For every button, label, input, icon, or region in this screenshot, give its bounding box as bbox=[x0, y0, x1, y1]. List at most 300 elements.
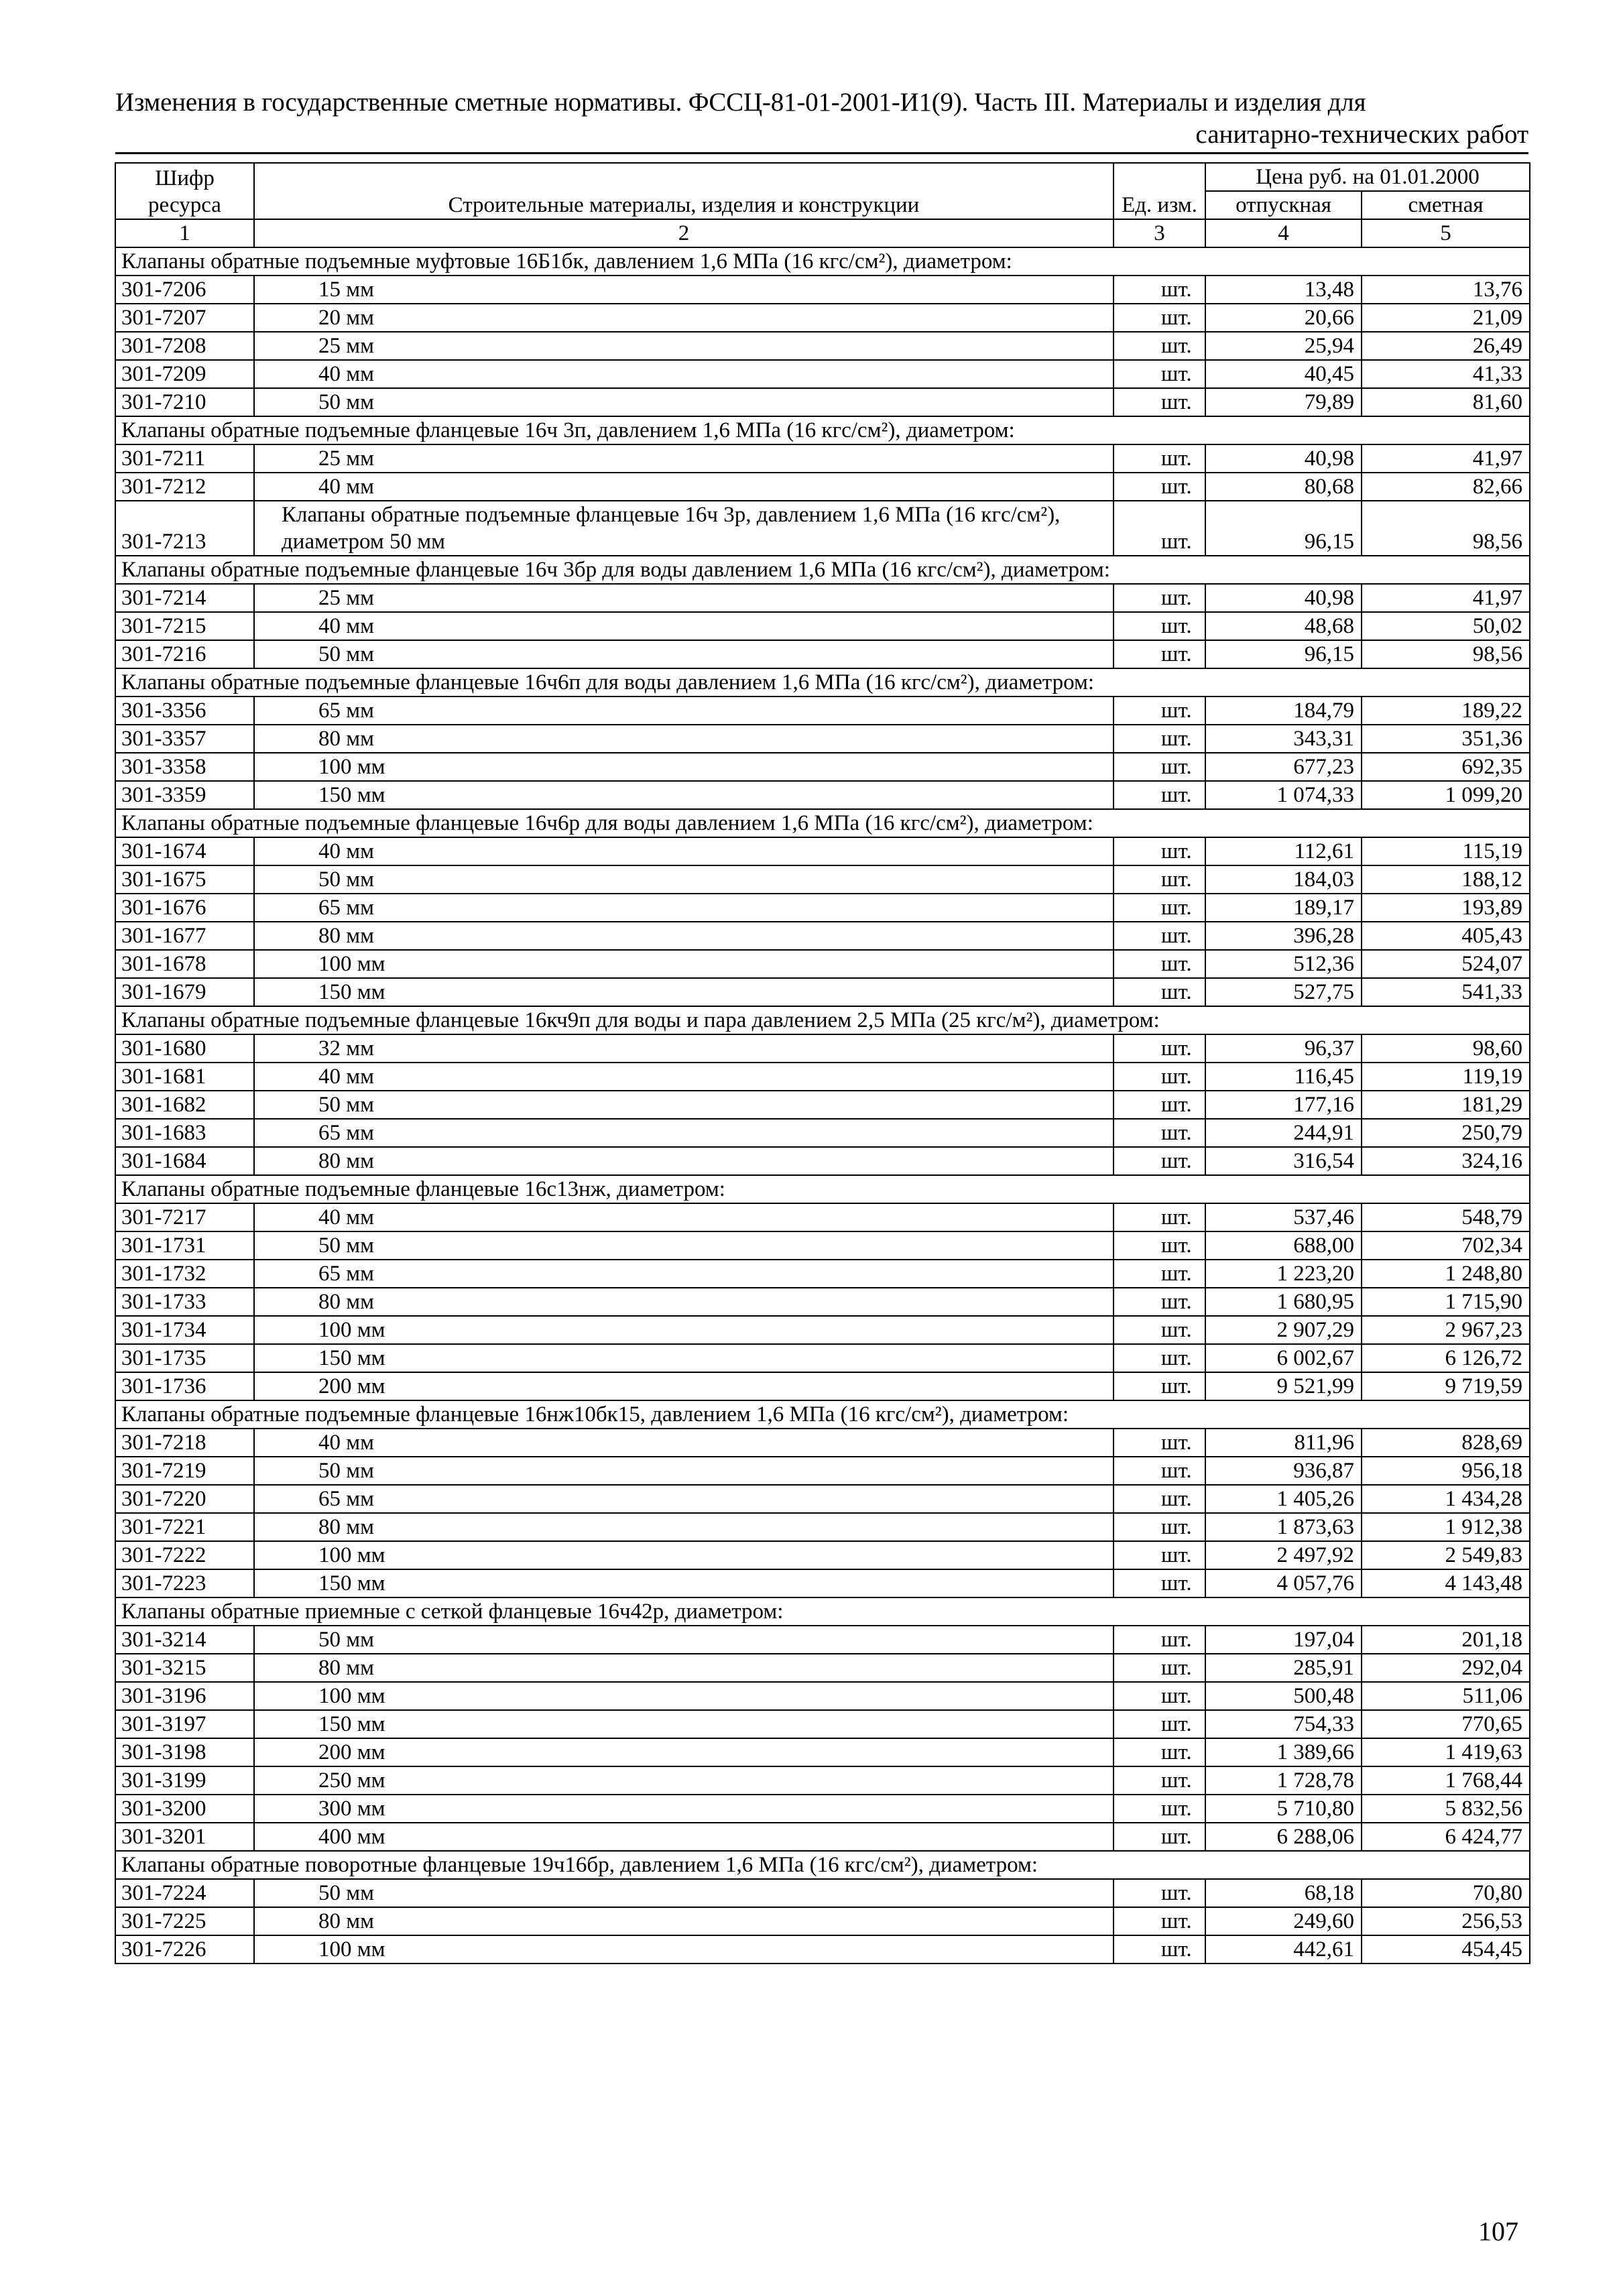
resource-code: 301-7208 bbox=[115, 332, 254, 360]
item-name: 50 мм bbox=[254, 1626, 1114, 1654]
header-title-line1: Изменения в государственные сметные нормативы. ФССЦ-81-01-2001-И1(9). Часть III. Материалы и изделия для bbox=[115, 88, 1366, 117]
unit-of-measure: шт. bbox=[1114, 1541, 1205, 1569]
unit-of-measure: шт. bbox=[1114, 1710, 1205, 1738]
resource-code: 301-3197 bbox=[115, 1710, 254, 1738]
item-name: 40 мм bbox=[254, 360, 1114, 388]
estimate-price: 193,89 bbox=[1362, 894, 1530, 922]
item-name: 100 мм bbox=[254, 1316, 1114, 1344]
section-header-row bbox=[115, 416, 1530, 444]
item-name: 80 мм bbox=[254, 922, 1114, 950]
unit-of-measure: шт. bbox=[1114, 1907, 1205, 1935]
release-price: 512,36 bbox=[1205, 950, 1362, 978]
table-row bbox=[115, 1203, 1530, 1231]
table-row bbox=[115, 1541, 1530, 1569]
resource-code: 301-7210 bbox=[115, 388, 254, 416]
estimate-price: 5 832,56 bbox=[1362, 1795, 1530, 1823]
estimate-price: 541,33 bbox=[1362, 978, 1530, 1006]
release-price: 396,28 bbox=[1205, 922, 1362, 950]
table-row bbox=[115, 1429, 1530, 1457]
resource-code: 301-3199 bbox=[115, 1766, 254, 1795]
unit-of-measure: шт. bbox=[1114, 978, 1205, 1006]
resource-code: 301-3214 bbox=[115, 1626, 254, 1654]
item-name: 100 мм bbox=[254, 753, 1114, 781]
resource-code: 301-3215 bbox=[115, 1654, 254, 1682]
estimate-price: 41,97 bbox=[1362, 584, 1530, 612]
section-title: Клапаны обратные подъемные фланцевые 16ч6р для воды давлением 1,6 МПа (16 кгс/см²), диаметром: bbox=[115, 809, 1530, 837]
resource-code: 301-7218 bbox=[115, 1429, 254, 1457]
item-name: 15 мм bbox=[254, 276, 1114, 304]
col-number: 5 bbox=[1362, 219, 1530, 247]
unit-of-measure: шт. bbox=[1114, 360, 1205, 388]
estimate-price: 9 719,59 bbox=[1362, 1372, 1530, 1400]
estimate-price: 4 143,48 bbox=[1362, 1569, 1530, 1597]
table-row bbox=[115, 1147, 1530, 1175]
col-number: 4 bbox=[1205, 219, 1362, 247]
resource-code: 301-1678 bbox=[115, 950, 254, 978]
table-body bbox=[115, 247, 1530, 1963]
col-number: 1 bbox=[115, 219, 254, 247]
unit-of-measure: шт. bbox=[1114, 1795, 1205, 1823]
resource-code: 301-1734 bbox=[115, 1316, 254, 1344]
item-name: 100 мм bbox=[254, 1935, 1114, 1963]
unit-of-measure: шт. bbox=[1114, 1372, 1205, 1400]
table-row bbox=[115, 1710, 1530, 1738]
item-name: 200 мм bbox=[254, 1372, 1114, 1400]
table-row bbox=[115, 501, 1530, 556]
estimate-price: 21,09 bbox=[1362, 304, 1530, 332]
unit-of-measure: шт. bbox=[1114, 1119, 1205, 1147]
release-price: 688,00 bbox=[1205, 1231, 1362, 1260]
release-price: 197,04 bbox=[1205, 1626, 1362, 1654]
estimate-price: 50,02 bbox=[1362, 612, 1530, 640]
resource-code: 301-1680 bbox=[115, 1034, 254, 1063]
item-name: 20 мм bbox=[254, 304, 1114, 332]
unit-of-measure: шт. bbox=[1114, 1147, 1205, 1175]
release-price: 537,46 bbox=[1205, 1203, 1362, 1231]
resource-code: 301-3198 bbox=[115, 1738, 254, 1766]
unit-of-measure: шт. bbox=[1114, 640, 1205, 668]
resource-code: 301-1674 bbox=[115, 837, 254, 865]
estimate-price: 1 768,44 bbox=[1362, 1766, 1530, 1795]
release-price: 5 710,80 bbox=[1205, 1795, 1362, 1823]
table-row bbox=[115, 1569, 1530, 1597]
unit-of-measure: шт. bbox=[1114, 865, 1205, 894]
item-name: 65 мм bbox=[254, 1485, 1114, 1513]
section-title: Клапаны обратные подъемные фланцевые 16кч9п для воды и пара давлением 2,5 МПа (25 кгс/м²), диаметром: bbox=[115, 1006, 1530, 1034]
table-row bbox=[115, 950, 1530, 978]
release-price: 1 873,63 bbox=[1205, 1513, 1362, 1541]
table-row bbox=[115, 388, 1530, 416]
unit-of-measure: шт. bbox=[1114, 1569, 1205, 1597]
unit-of-measure: шт. bbox=[1114, 725, 1205, 753]
item-name: 40 мм bbox=[254, 837, 1114, 865]
section-header-row bbox=[115, 1006, 1530, 1034]
item-name: 400 мм bbox=[254, 1823, 1114, 1851]
table-row bbox=[115, 1372, 1530, 1400]
table-row bbox=[115, 304, 1530, 332]
item-name: 65 мм bbox=[254, 894, 1114, 922]
resource-code: 301-3196 bbox=[115, 1682, 254, 1710]
resource-code: 301-1731 bbox=[115, 1231, 254, 1260]
item-name: 50 мм bbox=[254, 1879, 1114, 1907]
resource-code: 301-7225 bbox=[115, 1907, 254, 1935]
unit-of-measure: шт. bbox=[1114, 501, 1205, 556]
resource-code: 301-1676 bbox=[115, 894, 254, 922]
table-row bbox=[115, 1907, 1530, 1935]
table-row bbox=[115, 1063, 1530, 1091]
resource-code: 301-7213 bbox=[115, 501, 254, 556]
col-header-code: Шифр ресурса bbox=[115, 163, 254, 219]
unit-of-measure: шт. bbox=[1114, 1260, 1205, 1288]
unit-of-measure: шт. bbox=[1114, 1823, 1205, 1851]
estimate-price: 828,69 bbox=[1362, 1429, 1530, 1457]
resource-code: 301-1679 bbox=[115, 978, 254, 1006]
item-name: 40 мм bbox=[254, 1203, 1114, 1231]
section-title: Клапаны обратные подъемные фланцевые 16ч 3бр для воды давлением 1,6 МПа (16 кгс/см²), диаметром: bbox=[115, 556, 1530, 584]
unit-of-measure: шт. bbox=[1114, 304, 1205, 332]
item-name: 40 мм bbox=[254, 473, 1114, 501]
release-price: 1 389,66 bbox=[1205, 1738, 1362, 1766]
estimate-price: 1 912,38 bbox=[1362, 1513, 1530, 1541]
table-row bbox=[115, 1316, 1530, 1344]
release-price: 20,66 bbox=[1205, 304, 1362, 332]
estimate-price: 188,12 bbox=[1362, 865, 1530, 894]
table-row bbox=[115, 1879, 1530, 1907]
table-row bbox=[115, 444, 1530, 473]
table-row bbox=[115, 894, 1530, 922]
unit-of-measure: шт. bbox=[1114, 332, 1205, 360]
item-name: 100 мм bbox=[254, 1541, 1114, 1569]
item-name: 250 мм bbox=[254, 1766, 1114, 1795]
unit-of-measure: шт. bbox=[1114, 1738, 1205, 1766]
estimate-price: 13,76 bbox=[1362, 276, 1530, 304]
item-name: 100 мм bbox=[254, 950, 1114, 978]
unit-of-measure: шт. bbox=[1114, 1485, 1205, 1513]
release-price: 1 405,26 bbox=[1205, 1485, 1362, 1513]
unit-of-measure: шт. bbox=[1114, 1457, 1205, 1485]
resource-code: 301-1732 bbox=[115, 1260, 254, 1288]
estimate-price: 351,36 bbox=[1362, 725, 1530, 753]
release-price: 116,45 bbox=[1205, 1063, 1362, 1091]
unit-of-measure: шт. bbox=[1114, 1063, 1205, 1091]
unit-of-measure: шт. bbox=[1114, 444, 1205, 473]
item-name: 25 мм bbox=[254, 444, 1114, 473]
resource-code: 301-7215 bbox=[115, 612, 254, 640]
page-header bbox=[115, 86, 1528, 150]
unit-of-measure: шт. bbox=[1114, 781, 1205, 809]
item-name: 50 мм bbox=[254, 1231, 1114, 1260]
section-header-row bbox=[115, 809, 1530, 837]
unit-of-measure: шт. bbox=[1114, 753, 1205, 781]
table-row bbox=[115, 1091, 1530, 1119]
resource-code: 301-7216 bbox=[115, 640, 254, 668]
unit-of-measure: шт. bbox=[1114, 922, 1205, 950]
item-name: 80 мм bbox=[254, 1907, 1114, 1935]
estimate-price: 41,33 bbox=[1362, 360, 1530, 388]
estimate-price: 2 549,83 bbox=[1362, 1541, 1530, 1569]
estimate-price: 770,65 bbox=[1362, 1710, 1530, 1738]
estimate-price: 82,66 bbox=[1362, 473, 1530, 501]
item-name: 300 мм bbox=[254, 1795, 1114, 1823]
table-row bbox=[115, 725, 1530, 753]
resource-code: 301-1735 bbox=[115, 1344, 254, 1372]
estimate-price: 98,56 bbox=[1362, 640, 1530, 668]
table-row bbox=[115, 612, 1530, 640]
unit-of-measure: шт. bbox=[1114, 584, 1205, 612]
estimate-price: 1 099,20 bbox=[1362, 781, 1530, 809]
release-price: 96,15 bbox=[1205, 501, 1362, 556]
resource-code: 301-7220 bbox=[115, 1485, 254, 1513]
estimate-price: 1 715,90 bbox=[1362, 1288, 1530, 1316]
release-price: 249,60 bbox=[1205, 1907, 1362, 1935]
table-row bbox=[115, 276, 1530, 304]
item-name: 150 мм bbox=[254, 978, 1114, 1006]
resource-code: 301-7211 bbox=[115, 444, 254, 473]
table-row bbox=[115, 922, 1530, 950]
unit-of-measure: шт. bbox=[1114, 1288, 1205, 1316]
estimate-price: 98,60 bbox=[1362, 1034, 1530, 1063]
resource-code: 301-1682 bbox=[115, 1091, 254, 1119]
estimate-price: 2 967,23 bbox=[1362, 1316, 1530, 1344]
resource-code: 301-7217 bbox=[115, 1203, 254, 1231]
item-name: 80 мм bbox=[254, 1513, 1114, 1541]
release-price: 1 074,33 bbox=[1205, 781, 1362, 809]
table-row bbox=[115, 1231, 1530, 1260]
table-row bbox=[115, 1513, 1530, 1541]
item-name: 80 мм bbox=[254, 1288, 1114, 1316]
col-header-price-group: Цена руб. на 01.01.2000 bbox=[1205, 163, 1530, 191]
release-price: 285,91 bbox=[1205, 1654, 1362, 1682]
col-number: 3 bbox=[1114, 219, 1205, 247]
table-row bbox=[115, 1766, 1530, 1795]
release-price: 4 057,76 bbox=[1205, 1569, 1362, 1597]
estimate-price: 548,79 bbox=[1362, 1203, 1530, 1231]
section-header-row bbox=[115, 556, 1530, 584]
column-number-row bbox=[115, 219, 1530, 247]
estimate-price: 41,97 bbox=[1362, 444, 1530, 473]
estimate-price: 256,53 bbox=[1362, 1907, 1530, 1935]
item-name: Клапаны обратные подъемные фланцевые 16ч 3р, давлением 1,6 МПа (16 кгс/см²), диаметром 50 мм bbox=[254, 501, 1114, 556]
table-row bbox=[115, 1795, 1530, 1823]
item-name: 50 мм bbox=[254, 640, 1114, 668]
unit-of-measure: шт. bbox=[1114, 894, 1205, 922]
resource-code: 301-7212 bbox=[115, 473, 254, 501]
release-price: 40,45 bbox=[1205, 360, 1362, 388]
table-row bbox=[115, 1034, 1530, 1063]
item-name: 100 мм bbox=[254, 1682, 1114, 1710]
estimate-price: 81,60 bbox=[1362, 388, 1530, 416]
unit-of-measure: шт. bbox=[1114, 950, 1205, 978]
unit-of-measure: шт. bbox=[1114, 1034, 1205, 1063]
estimate-price: 292,04 bbox=[1362, 1654, 1530, 1682]
release-price: 79,89 bbox=[1205, 388, 1362, 416]
unit-of-measure: шт. bbox=[1114, 1766, 1205, 1795]
release-price: 244,91 bbox=[1205, 1119, 1362, 1147]
unit-of-measure: шт. bbox=[1114, 1429, 1205, 1457]
section-header-row bbox=[115, 1175, 1530, 1203]
resource-code: 301-3201 bbox=[115, 1823, 254, 1851]
item-name: 50 мм bbox=[254, 388, 1114, 416]
release-price: 80,68 bbox=[1205, 473, 1362, 501]
item-name: 65 мм bbox=[254, 1260, 1114, 1288]
release-price: 184,79 bbox=[1205, 697, 1362, 725]
release-price: 2 497,92 bbox=[1205, 1541, 1362, 1569]
estimate-price: 511,06 bbox=[1362, 1682, 1530, 1710]
unit-of-measure: шт. bbox=[1114, 1091, 1205, 1119]
resource-code: 301-7222 bbox=[115, 1541, 254, 1569]
table-row bbox=[115, 1738, 1530, 1766]
estimate-price: 524,07 bbox=[1362, 950, 1530, 978]
table-row bbox=[115, 1935, 1530, 1963]
item-name: 50 мм bbox=[254, 1457, 1114, 1485]
estimate-price: 454,45 bbox=[1362, 1935, 1530, 1963]
table-row bbox=[115, 1119, 1530, 1147]
unit-of-measure: шт. bbox=[1114, 1654, 1205, 1682]
unit-of-measure: шт. bbox=[1114, 1513, 1205, 1541]
item-name: 25 мм bbox=[254, 584, 1114, 612]
release-price: 527,75 bbox=[1205, 978, 1362, 1006]
item-name: 50 мм bbox=[254, 1091, 1114, 1119]
release-price: 112,61 bbox=[1205, 837, 1362, 865]
resource-code: 301-3356 bbox=[115, 697, 254, 725]
estimate-price: 6 424,77 bbox=[1362, 1823, 1530, 1851]
resource-code: 301-1681 bbox=[115, 1063, 254, 1091]
item-name: 65 мм bbox=[254, 1119, 1114, 1147]
estimate-price: 6 126,72 bbox=[1362, 1344, 1530, 1372]
estimate-price: 1 419,63 bbox=[1362, 1738, 1530, 1766]
page-number: 107 bbox=[1478, 2216, 1518, 2246]
estimate-price: 692,35 bbox=[1362, 753, 1530, 781]
estimate-price: 119,19 bbox=[1362, 1063, 1530, 1091]
release-price: 442,61 bbox=[1205, 1935, 1362, 1963]
item-name: 40 мм bbox=[254, 1429, 1114, 1457]
table-row bbox=[115, 640, 1530, 668]
col-header-name: Строительные материалы, изделия и конструкции bbox=[254, 163, 1114, 219]
table-row bbox=[115, 1654, 1530, 1682]
item-name: 80 мм bbox=[254, 725, 1114, 753]
resource-code: 301-1675 bbox=[115, 865, 254, 894]
estimate-price: 189,22 bbox=[1362, 697, 1530, 725]
item-name: 150 мм bbox=[254, 1344, 1114, 1372]
item-name: 80 мм bbox=[254, 1654, 1114, 1682]
estimate-price: 405,43 bbox=[1362, 922, 1530, 950]
section-header-row bbox=[115, 1597, 1530, 1626]
release-price: 500,48 bbox=[1205, 1682, 1362, 1710]
estimate-price: 702,34 bbox=[1362, 1231, 1530, 1260]
unit-of-measure: шт. bbox=[1114, 1203, 1205, 1231]
item-name: 150 мм bbox=[254, 1569, 1114, 1597]
table-row bbox=[115, 753, 1530, 781]
release-price: 25,94 bbox=[1205, 332, 1362, 360]
table-row bbox=[115, 781, 1530, 809]
unit-of-measure: шт. bbox=[1114, 697, 1205, 725]
section-header-row bbox=[115, 1400, 1530, 1429]
unit-of-measure: шт. bbox=[1114, 1626, 1205, 1654]
resource-code: 301-1736 bbox=[115, 1372, 254, 1400]
unit-of-measure: шт. bbox=[1114, 1231, 1205, 1260]
header-rule bbox=[115, 152, 1528, 154]
table-row bbox=[115, 1260, 1530, 1288]
release-price: 1 223,20 bbox=[1205, 1260, 1362, 1288]
item-name: 40 мм bbox=[254, 1063, 1114, 1091]
section-title: Клапаны обратные подъемные муфтовые 16Б1бк, давлением 1,6 МПа (16 кгс/см²), диаметром: bbox=[115, 247, 1530, 276]
price-table bbox=[115, 162, 1530, 1964]
item-name: 200 мм bbox=[254, 1738, 1114, 1766]
release-price: 9 521,99 bbox=[1205, 1372, 1362, 1400]
table-row bbox=[115, 837, 1530, 865]
release-price: 811,96 bbox=[1205, 1429, 1362, 1457]
table-row bbox=[115, 1823, 1530, 1851]
item-name: 150 мм bbox=[254, 1710, 1114, 1738]
resource-code: 301-3200 bbox=[115, 1795, 254, 1823]
estimate-price: 1 434,28 bbox=[1362, 1485, 1530, 1513]
table-row bbox=[115, 865, 1530, 894]
resource-code: 301-7207 bbox=[115, 304, 254, 332]
header-title-line2: санитарно-технических работ bbox=[1195, 120, 1528, 149]
release-price: 1 728,78 bbox=[1205, 1766, 1362, 1795]
table-row bbox=[115, 978, 1530, 1006]
table-row bbox=[115, 1457, 1530, 1485]
release-price: 96,37 bbox=[1205, 1034, 1362, 1063]
resource-code: 301-7219 bbox=[115, 1457, 254, 1485]
release-price: 754,33 bbox=[1205, 1710, 1362, 1738]
section-header-row bbox=[115, 1851, 1530, 1879]
table-row bbox=[115, 697, 1530, 725]
resource-code: 301-7214 bbox=[115, 584, 254, 612]
section-title: Клапаны обратные подъемные фланцевые 16ч6п для воды давлением 1,6 МПа (16 кгс/см²), диаметром: bbox=[115, 668, 1530, 697]
estimate-price: 181,29 bbox=[1362, 1091, 1530, 1119]
resource-code: 301-1684 bbox=[115, 1147, 254, 1175]
release-price: 13,48 bbox=[1205, 276, 1362, 304]
estimate-price: 98,56 bbox=[1362, 501, 1530, 556]
release-price: 936,87 bbox=[1205, 1457, 1362, 1485]
release-price: 316,54 bbox=[1205, 1147, 1362, 1175]
resource-code: 301-3357 bbox=[115, 725, 254, 753]
release-price: 96,15 bbox=[1205, 640, 1362, 668]
section-title: Клапаны обратные приемные с сеткой фланцевые 16ч42р, диаметром: bbox=[115, 1597, 1530, 1626]
item-name: 40 мм bbox=[254, 612, 1114, 640]
resource-code: 301-7206 bbox=[115, 276, 254, 304]
unit-of-measure: шт. bbox=[1114, 1682, 1205, 1710]
section-title: Клапаны обратные поворотные фланцевые 19ч16бр, давлением 1,6 МПа (16 кгс/см²), диаметром: bbox=[115, 1851, 1530, 1879]
release-price: 40,98 bbox=[1205, 584, 1362, 612]
col-header-unit: Ед. изм. bbox=[1114, 163, 1205, 219]
section-header-row bbox=[115, 668, 1530, 697]
unit-of-measure: шт. bbox=[1114, 1344, 1205, 1372]
unit-of-measure: шт. bbox=[1114, 473, 1205, 501]
item-name: 150 мм bbox=[254, 781, 1114, 809]
resource-code: 301-1677 bbox=[115, 922, 254, 950]
release-price: 6 288,06 bbox=[1205, 1823, 1362, 1851]
release-price: 184,03 bbox=[1205, 865, 1362, 894]
table-row bbox=[115, 1485, 1530, 1513]
col-header-release-price: отпускная bbox=[1205, 191, 1362, 219]
resource-code: 301-1733 bbox=[115, 1288, 254, 1316]
table-row bbox=[115, 584, 1530, 612]
release-price: 48,68 bbox=[1205, 612, 1362, 640]
section-title: Клапаны обратные подъемные фланцевые 16ч 3п, давлением 1,6 МПа (16 кгс/см²), диаметром: bbox=[115, 416, 1530, 444]
table-row bbox=[115, 1682, 1530, 1710]
estimate-price: 26,49 bbox=[1362, 332, 1530, 360]
item-name: 65 мм bbox=[254, 697, 1114, 725]
section-header-row bbox=[115, 247, 1530, 276]
resource-code: 301-1683 bbox=[115, 1119, 254, 1147]
table-row bbox=[115, 1288, 1530, 1316]
estimate-price: 250,79 bbox=[1362, 1119, 1530, 1147]
estimate-price: 115,19 bbox=[1362, 837, 1530, 865]
release-price: 189,17 bbox=[1205, 894, 1362, 922]
section-title: Клапаны обратные подъемные фланцевые 16с13нж, диаметром: bbox=[115, 1175, 1530, 1203]
